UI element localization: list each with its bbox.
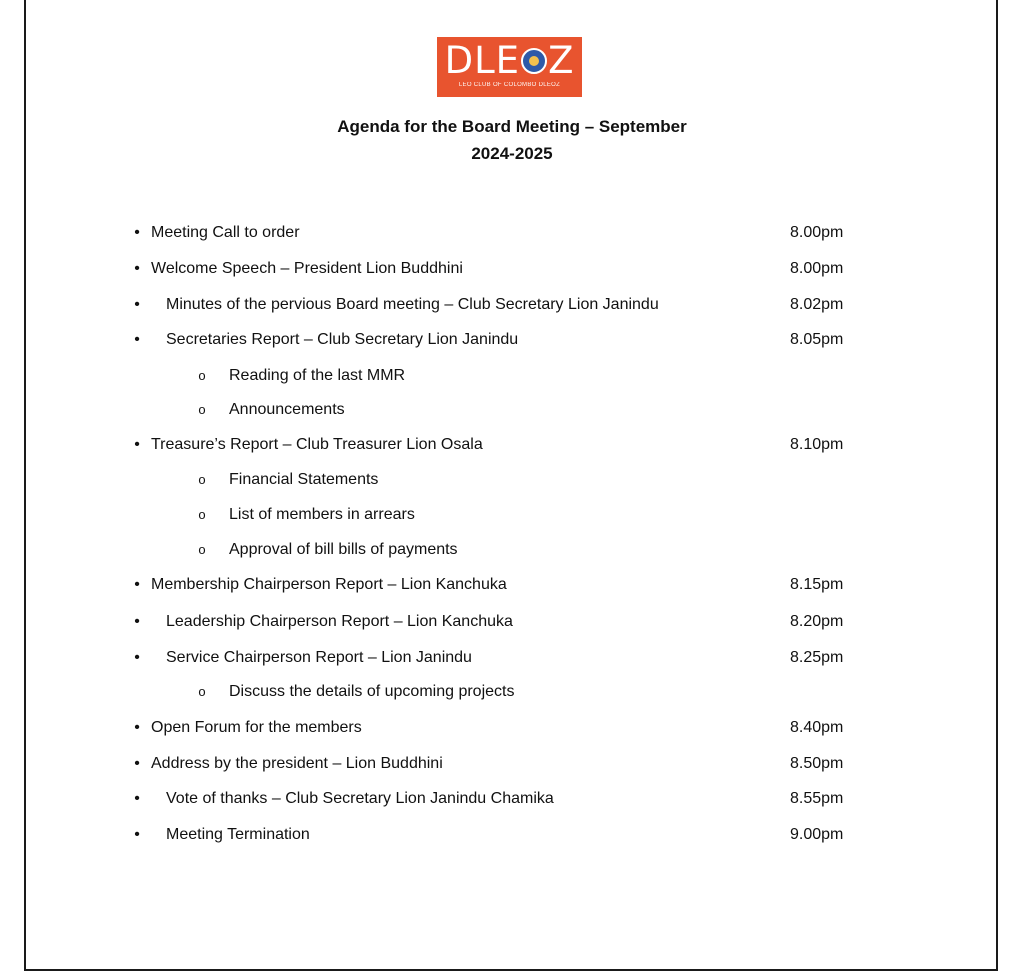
agenda-item-time: 8.05pm xyxy=(790,331,844,348)
agenda-item-label: Service Chairperson Report – Lion Janindu xyxy=(166,649,472,666)
bullet-icon: • xyxy=(134,790,140,807)
agenda-item-label: Address by the president – Lion Buddhini xyxy=(151,755,443,772)
agenda-item xyxy=(0,643,1024,673)
agenda-item-label: List of members in arrears xyxy=(229,506,415,523)
agenda-item-label: Secretaries Report – Club Secretary Lion Janindu xyxy=(166,331,519,348)
agenda-item xyxy=(0,713,1024,743)
circle-bullet-icon: o xyxy=(198,472,206,487)
agenda-item-label: Leadership Chairperson Report – Lion Kanchuka xyxy=(166,613,513,630)
bullet-icon: • xyxy=(134,826,140,843)
circle-bullet-icon: o xyxy=(198,507,206,522)
bullet-icon: • xyxy=(134,719,140,736)
bullet-icon: • xyxy=(134,613,140,630)
bullet-icon: • xyxy=(134,436,140,453)
agenda-item xyxy=(0,570,1024,600)
logo-text-right: Z xyxy=(548,39,575,82)
agenda-item-time: 8.40pm xyxy=(790,719,844,736)
agenda-item xyxy=(0,325,1024,355)
agenda-item-label: Treasure’s Report – Club Treasurer Lion Osala xyxy=(151,436,483,453)
circle-bullet-icon: o xyxy=(198,542,206,557)
agenda-item-label: Membership Chairperson Report – Lion Kanchuka xyxy=(151,576,507,593)
agenda-item-time: 8.50pm xyxy=(790,755,844,772)
bullet-icon: • xyxy=(134,576,140,593)
circle-bullet-icon: o xyxy=(198,402,206,417)
agenda-item xyxy=(0,290,1024,320)
agenda-item-label: Financial Statements xyxy=(229,471,379,488)
agenda-subitem xyxy=(0,465,1024,495)
agenda-item-time: 9.00pm xyxy=(790,826,844,843)
agenda-subitem xyxy=(0,500,1024,530)
agenda-title: Agenda for the Board Meeting – September xyxy=(337,117,687,136)
bullet-icon: • xyxy=(134,331,140,348)
agenda-item xyxy=(0,254,1024,284)
agenda-item-time: 8.20pm xyxy=(790,613,844,630)
agenda-item-label: Discuss the details of upcoming projects xyxy=(229,683,515,700)
bullet-icon: • xyxy=(134,755,140,772)
agenda-subitem xyxy=(0,677,1024,707)
lions-emblem-icon xyxy=(521,48,547,74)
agenda-item xyxy=(0,784,1024,814)
agenda-item-label: Welcome Speech – President Lion Buddhini xyxy=(151,260,463,277)
agenda-item-time: 8.10pm xyxy=(790,436,844,453)
agenda-item-time: 8.02pm xyxy=(790,296,844,313)
agenda-item xyxy=(0,218,1024,248)
agenda-item-label: Vote of thanks – Club Secretary Lion Janindu Chamika xyxy=(166,790,554,807)
agenda-item-label: Minutes of the pervious Board meeting – Club Secretary Lion Janindu xyxy=(166,296,659,313)
agenda-item-label: Reading of the last MMR xyxy=(229,367,406,384)
logo-text-left: DLE xyxy=(444,39,521,82)
agenda-item-label: Open Forum for the members xyxy=(151,719,362,736)
logo-subtitle: LEO CLUB OF COLOMBO DLEOZ xyxy=(458,82,561,88)
agenda-item-time: 8.25pm xyxy=(790,649,844,666)
agenda-item-label: Announcements xyxy=(229,401,345,418)
bullet-icon: • xyxy=(134,224,140,241)
bullet-icon: • xyxy=(134,649,140,666)
logo-wordmark xyxy=(437,41,582,81)
agenda-item-label: Meeting Call to order xyxy=(151,224,300,241)
bullet-icon: • xyxy=(134,296,140,313)
agenda-item xyxy=(0,820,1024,850)
agenda-item-time: 8.00pm xyxy=(790,224,844,241)
circle-bullet-icon: o xyxy=(198,684,206,699)
agenda-item xyxy=(0,430,1024,460)
bullet-icon: • xyxy=(134,260,140,277)
agenda-year: 2024-2025 xyxy=(471,144,553,163)
agenda-item-label: Meeting Termination xyxy=(166,826,310,843)
agenda-item-label: Approval of bill bills of payments xyxy=(229,541,458,558)
agenda-subitem xyxy=(0,361,1024,391)
agenda-subitem xyxy=(0,535,1024,565)
agenda-item-time: 8.00pm xyxy=(790,260,844,277)
agenda-subitem xyxy=(0,395,1024,425)
agenda-item-time: 8.55pm xyxy=(790,790,844,807)
agenda-item xyxy=(0,607,1024,637)
club-logo xyxy=(437,37,582,97)
agenda-item-time: 8.15pm xyxy=(790,576,844,593)
circle-bullet-icon: o xyxy=(198,368,206,383)
agenda-item xyxy=(0,749,1024,779)
